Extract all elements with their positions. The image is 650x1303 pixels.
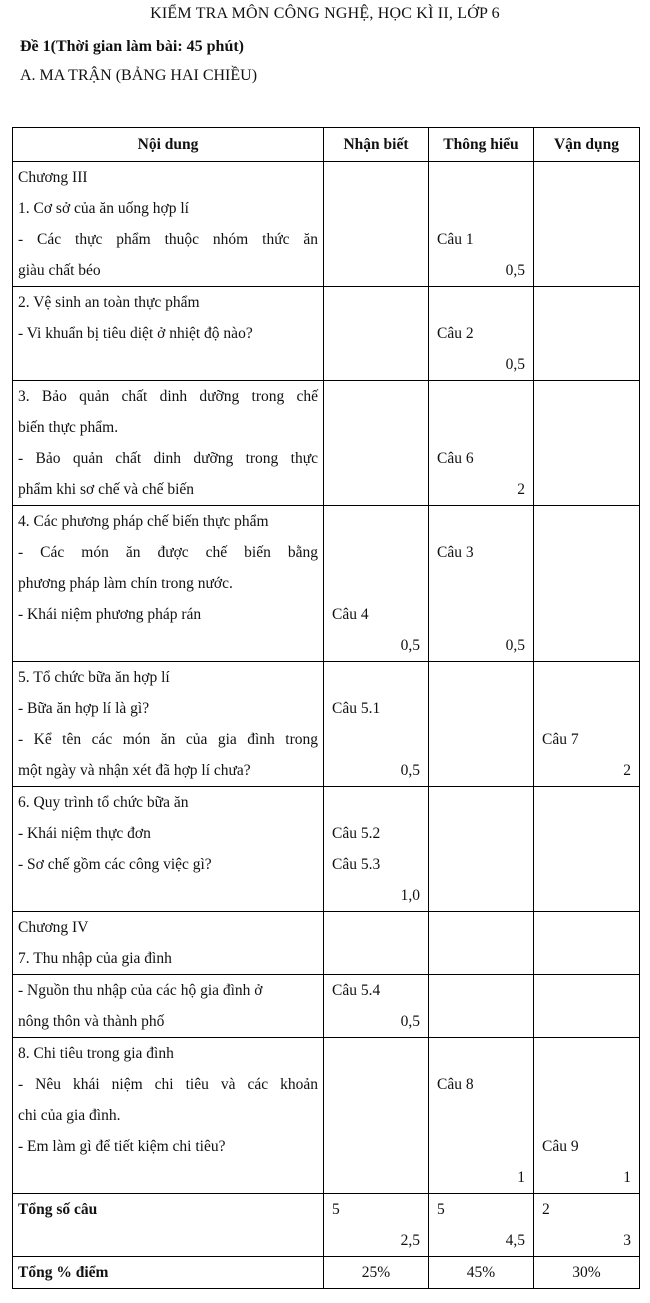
understanding-cell xyxy=(429,1194,534,1257)
understanding-cell xyxy=(429,381,534,506)
table-row xyxy=(13,662,640,787)
recognition-cell xyxy=(324,975,429,1038)
understanding-cell xyxy=(429,912,534,975)
content-line: 2. Vệ sinh an toàn thực phẩm xyxy=(18,294,200,311)
question-label: Câu 5.2 xyxy=(332,825,381,842)
understanding-cell xyxy=(429,1038,534,1194)
total-percent-label: Tổng % điểm xyxy=(18,1264,109,1281)
content-line: chi của gia đình. xyxy=(18,1107,121,1124)
content-line: biến thực phẩm. xyxy=(18,419,119,436)
section-heading: A. MA TRẬN (BẢNG HAI CHIỀU) xyxy=(20,67,258,84)
table-row xyxy=(13,1038,640,1194)
content-line: - Khái niệm phương pháp rán xyxy=(18,606,202,623)
recognition-cell xyxy=(324,381,429,506)
content-cell xyxy=(13,162,324,287)
question-score: 2 xyxy=(623,762,631,779)
application-cell xyxy=(534,975,640,1038)
content-cell xyxy=(13,787,324,912)
question-score: 2 xyxy=(517,481,525,498)
total-score: 4,5 xyxy=(505,1232,525,1249)
table-row xyxy=(13,975,640,1038)
question-label: Câu 8 xyxy=(437,1076,474,1093)
content-cell xyxy=(13,1257,324,1289)
content-line: 4. Các phương pháp chế biến thực phẩm xyxy=(18,513,269,530)
table-header-row xyxy=(13,128,640,162)
content-line: phương pháp làm chín trong nước. xyxy=(18,575,233,592)
application-cell xyxy=(534,787,640,912)
question-score: 1,0 xyxy=(400,887,420,904)
question-label: Câu 7 xyxy=(542,731,579,748)
application-cell xyxy=(534,912,640,975)
matrix-table xyxy=(12,127,640,1289)
understanding-cell xyxy=(429,1257,534,1289)
recognition-cell xyxy=(324,1194,429,1257)
content-line: - Bữa ăn hợp lí là gì? xyxy=(18,700,150,717)
content-line: - Nguồn thu nhập của các hộ gia đình ở xyxy=(18,982,263,999)
total-questions-label: Tổng số câu xyxy=(18,1201,98,1218)
content-line: - Sơ chế gồm các công việc gì? xyxy=(18,856,212,873)
content-line: - Kể tên các món ăn của gia đình trong xyxy=(18,731,318,748)
question-label: Câu 2 xyxy=(437,325,474,342)
content-line: phẩm khi sơ chế và chế biến xyxy=(18,481,195,498)
content-line: nông thôn và thành phố xyxy=(18,1013,165,1030)
application-cell xyxy=(534,381,640,506)
table-row xyxy=(13,381,640,506)
question-score: 1 xyxy=(623,1169,631,1186)
application-cell xyxy=(534,662,640,787)
question-label: Câu 1 xyxy=(437,231,474,248)
application-cell xyxy=(534,1257,640,1289)
table-row xyxy=(13,162,640,287)
percent-value: 45% xyxy=(466,1264,496,1281)
content-line: - Các món ăn được chế biến bằng xyxy=(18,544,318,561)
content-line: 5. Tổ chức bữa ăn hợp lí xyxy=(18,669,170,686)
total-questions-row xyxy=(13,1194,640,1257)
content-cell xyxy=(13,975,324,1038)
content-line: - Các thực phẩm thuộc nhóm thức ăn xyxy=(18,231,318,248)
recognition-cell xyxy=(324,506,429,662)
table-row xyxy=(13,287,640,381)
content-line: 6. Quy trình tổ chức bữa ăn xyxy=(18,794,189,811)
content-line: 1. Cơ sở của ăn uống hợp lí xyxy=(18,200,189,217)
question-label: Câu 6 xyxy=(437,450,474,467)
content-cell xyxy=(13,662,324,787)
recognition-cell xyxy=(324,162,429,287)
question-score: 0,5 xyxy=(400,1013,420,1030)
header-application: Vận dụng xyxy=(534,128,640,162)
recognition-cell xyxy=(324,787,429,912)
application-cell xyxy=(534,162,640,287)
question-score: 1 xyxy=(517,1169,525,1186)
total-count: 5 xyxy=(332,1201,340,1218)
content-cell xyxy=(13,506,324,662)
content-line: - Vi khuẩn bị tiêu diệt ở nhiệt độ nào? xyxy=(18,325,253,342)
question-label: Câu 5.1 xyxy=(332,700,381,717)
percent-value: 30% xyxy=(572,1264,601,1281)
understanding-cell xyxy=(429,662,534,787)
understanding-cell xyxy=(429,975,534,1038)
recognition-cell xyxy=(324,662,429,787)
header-understanding: Thông hiểu xyxy=(429,128,534,162)
table-row xyxy=(13,506,640,662)
content-cell xyxy=(13,1038,324,1194)
question-score: 0,5 xyxy=(505,356,525,373)
recognition-cell xyxy=(324,287,429,381)
content-line: - Em làm gì để tiết kiệm chi tiêu? xyxy=(18,1138,226,1155)
header-content: Nội dung xyxy=(13,128,324,162)
application-cell xyxy=(534,1194,640,1257)
exam-info: Đề 1(Thời gian làm bài: 45 phút) xyxy=(20,38,244,55)
content-cell xyxy=(13,912,324,975)
recognition-cell xyxy=(324,1257,429,1289)
question-label: Câu 4 xyxy=(332,606,369,623)
recognition-cell xyxy=(324,1038,429,1194)
content-line: Chương IV xyxy=(18,919,89,936)
total-score: 3 xyxy=(623,1232,631,1249)
question-label: Câu 3 xyxy=(437,544,474,561)
content-cell xyxy=(13,381,324,506)
total-percent-row xyxy=(13,1257,640,1289)
content-line: - Bảo quản chất dinh dưỡng trong thực xyxy=(18,450,318,467)
content-line: - Nêu khái niệm chi tiêu và các khoản xyxy=(18,1076,318,1093)
understanding-cell xyxy=(429,162,534,287)
content-cell xyxy=(13,1194,324,1257)
table-row xyxy=(13,912,640,975)
question-score: 0,5 xyxy=(505,637,525,654)
understanding-cell xyxy=(429,506,534,662)
question-score: 0,5 xyxy=(505,262,525,279)
content-line: một ngày và nhận xét đã hợp lí chưa? xyxy=(18,762,251,779)
understanding-cell xyxy=(429,287,534,381)
percent-value: 25% xyxy=(361,1264,391,1281)
content-line: giàu chất béo xyxy=(18,262,101,279)
document-title: KIỂM TRA MÔN CÔNG NGHỆ, HỌC KÌ II, LỚP 6 xyxy=(150,5,500,22)
content-line: 8. Chi tiêu trong gia đình xyxy=(18,1045,174,1062)
total-score: 2,5 xyxy=(400,1232,420,1249)
total-count: 5 xyxy=(437,1201,445,1218)
total-count: 2 xyxy=(542,1201,550,1218)
header-recognition: Nhận biết xyxy=(324,128,429,162)
question-score: 0,5 xyxy=(400,637,420,654)
recognition-cell xyxy=(324,912,429,975)
question-score: 0,5 xyxy=(400,762,420,779)
application-cell xyxy=(534,1038,640,1194)
question-label: Câu 9 xyxy=(542,1138,579,1155)
table-row xyxy=(13,787,640,912)
question-label: Câu 5.3 xyxy=(332,856,381,873)
application-cell xyxy=(534,287,640,381)
content-line: 7. Thu nhập của gia đình xyxy=(18,950,172,967)
content-line: 3. Bảo quản chất dinh dưỡng trong chế xyxy=(18,388,318,405)
content-line: - Khái niệm thực đơn xyxy=(18,825,151,842)
application-cell xyxy=(534,506,640,662)
question-label: Câu 5.4 xyxy=(332,982,381,999)
content-line: Chương III xyxy=(18,169,88,186)
understanding-cell xyxy=(429,787,534,912)
content-cell xyxy=(13,287,324,381)
